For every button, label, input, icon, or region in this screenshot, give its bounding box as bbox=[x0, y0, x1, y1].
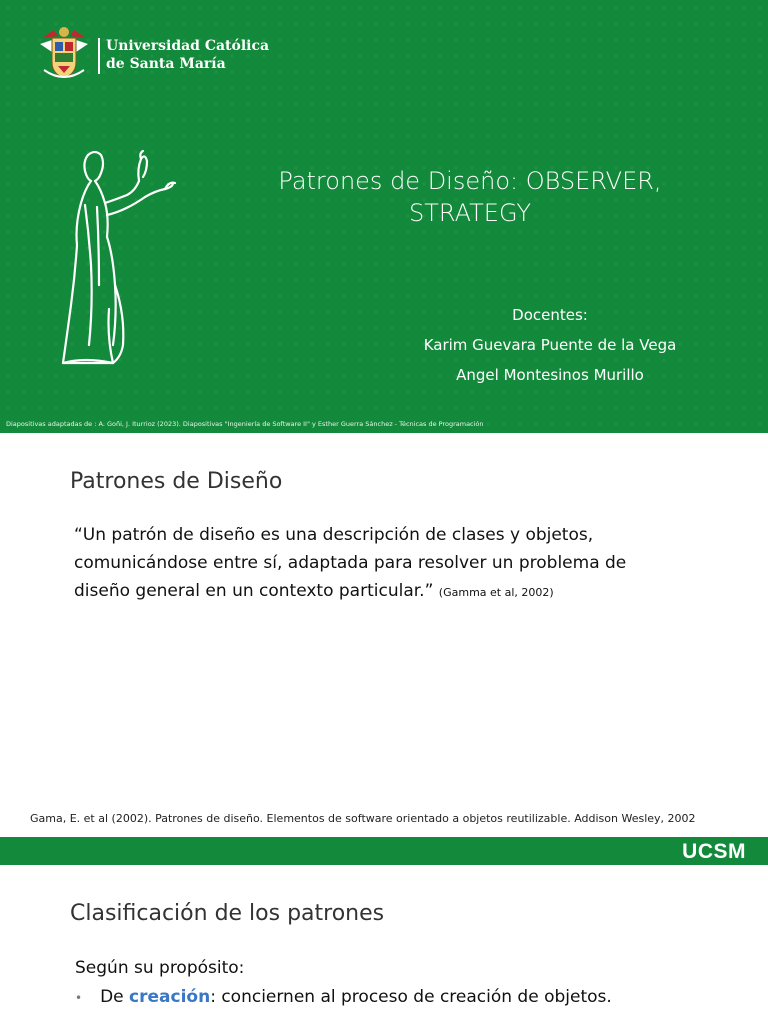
cutoff-next-line bbox=[75, 1017, 675, 1023]
university-name bbox=[106, 37, 269, 73]
bullet-dot-icon: • bbox=[75, 991, 83, 1005]
slide-title: Clasificación de los patrones bbox=[70, 901, 385, 926]
bibliographic-reference: Gama, E. et al (2002). Patrones de diseño. Elementos de software orientado a objetos reutilizable. Addison Wesley, 2002 bbox=[30, 812, 696, 825]
quote-citation: (Gamma et al, 2002) bbox=[438, 586, 554, 599]
quote-line-2: comunicándose entre sí, adaptada para resolver un problema de bbox=[74, 553, 627, 573]
presentation-title-line2: STRATEGY bbox=[408, 199, 532, 227]
bullet-prefix: De bbox=[100, 987, 130, 1007]
slide-source-footnote: Diapositivas adaptadas de : A. Goñi, J. Iturrioz (2023). Diapositivas "Ingeniería de Software II" y Esther Guerra Sánchez - Técnicas de Programación bbox=[6, 420, 484, 428]
university-name-line2: de Santa María bbox=[106, 56, 226, 72]
instructor-name-1: Karim Guevara Puente de la Vega bbox=[423, 336, 677, 354]
university-crest-icon bbox=[36, 24, 92, 84]
slide-separator bbox=[0, 433, 768, 441]
definition-quote bbox=[74, 521, 714, 607]
quote-line-1: “Un patrón de diseño es una descripción de clases y objetos, bbox=[74, 525, 594, 545]
university-name-line1: Universidad Católica bbox=[106, 38, 270, 54]
list-item bbox=[75, 987, 612, 1007]
quote-line-3 bbox=[74, 577, 714, 607]
definition-slide bbox=[0, 441, 768, 863]
bullet-rest: : conciernen al proceso de creación de objetos. bbox=[210, 987, 612, 1007]
presentation-title bbox=[240, 165, 700, 229]
bullet-highlight: creación bbox=[129, 987, 211, 1007]
instructor-name-2: Angel Montesinos Murillo bbox=[456, 366, 644, 384]
slide-title: Patrones de Diseño bbox=[70, 469, 283, 494]
logo-divider bbox=[98, 38, 100, 74]
slide-subtitle: Según su propósito: bbox=[75, 958, 245, 978]
footer-bar bbox=[0, 837, 768, 865]
title-slide bbox=[0, 0, 768, 433]
instructors-block bbox=[390, 300, 710, 390]
instructors-label: Docentes: bbox=[512, 306, 588, 324]
quote-line-3-text: diseño general en un contexto particular.” bbox=[74, 581, 434, 601]
ucsm-brand: UCSM bbox=[682, 840, 746, 863]
classification-slide bbox=[0, 865, 768, 1024]
presentation-title-line1: Patrones de Diseño: OBSERVER, bbox=[278, 167, 662, 195]
virgin-statue-icon bbox=[55, 145, 180, 370]
